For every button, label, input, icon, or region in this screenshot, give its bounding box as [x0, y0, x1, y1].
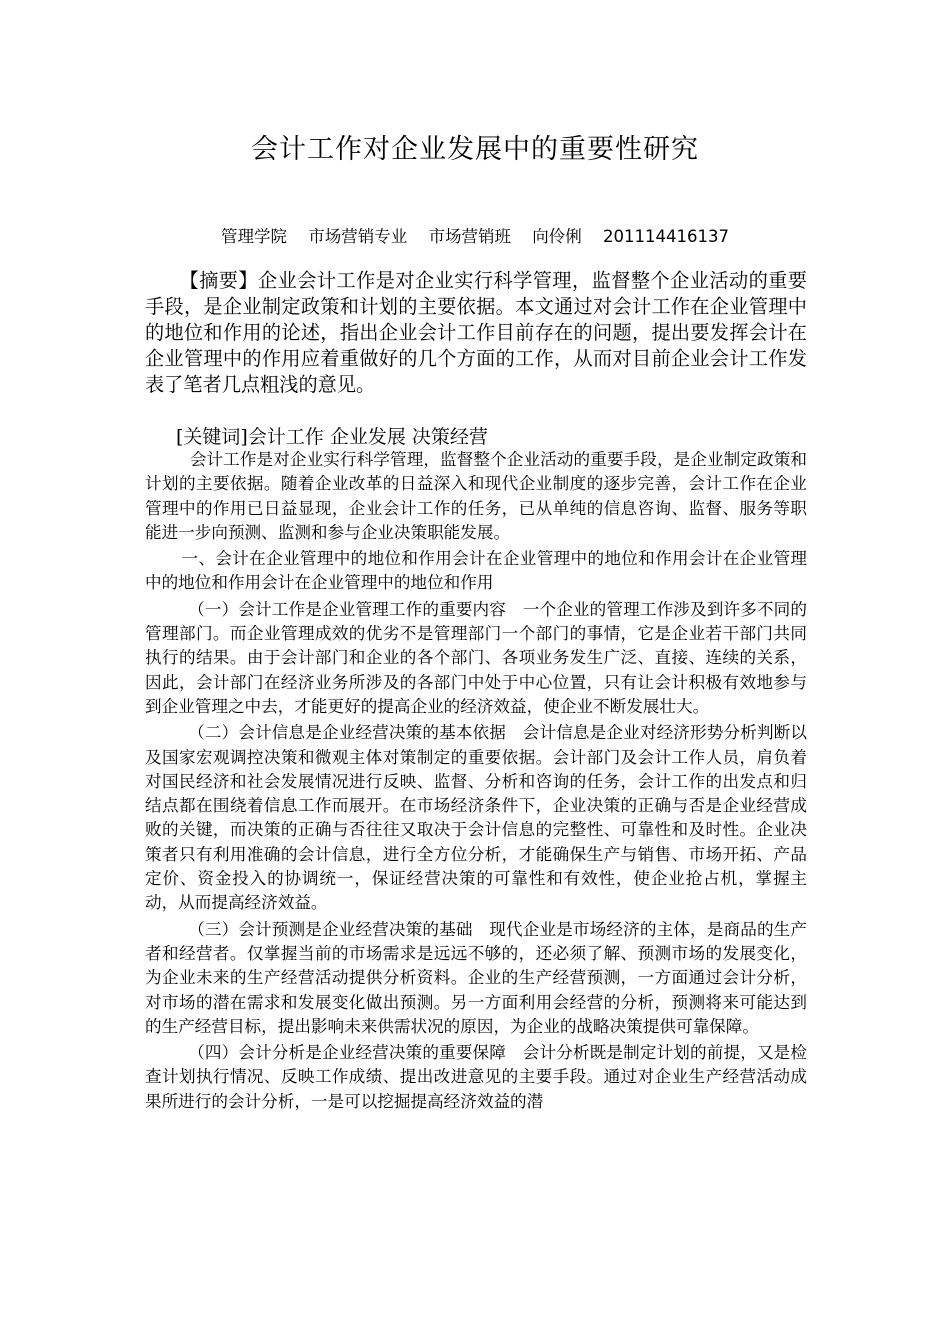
paragraph-item-2: （二）会计信息是企业经营决策的基本依据 会计信息是企业对经济形势分析判断以及国家宏观调控决策和微观主体对策制定的重要依据。会计部门及会计工作人员，肩负着对国民经济和社会发展情况进行反映、监督、分析和咨询的任务，会计工作的出发点和归结点都在围绕着信息工作而展开。在市场经济条件下，企业决策的正确与否是企业经营成败的关键，而决策的正确与否往往又取决于会计信息的完整性、可靠性和及时性。企业决策者只有利用准确的会计信息，进行全方位分析，才能确保生产与销售、市场开拓、产品定价、资金投入的协调统一，保证经营决策的可靠性和有效性，使企业抢占机，掌握主动，从而提高经济效益。: [145, 723, 807, 913]
body-text: [145, 448, 807, 1114]
byline-name: 向伶俐: [532, 227, 582, 246]
author-byline: [0, 224, 950, 250]
paragraph-item-4: （四）会计分析是企业经营决策的重要保障 会计分析既是制定计划的前提，又是检查计划执行情况、反映工作成绩、提出改进意见的主要手段。通过对企业生产经营活动成果所进行的会计分析，一是可以挖掘提高经济效益的潜: [145, 1043, 807, 1111]
section-heading-1: 一、会计在企业管理中的地位和作用会计在企业管理中的地位和作用会计在企业管理中的地位和作用会计在企业管理中的地位和作用: [145, 549, 807, 593]
paragraph-item-3: （三）会计预测是企业经营决策的基础 现代企业是市场经济的主体，是商品的生产者和经营者。仅掌握当前的市场需求是远远不够的，还必须了解、预测市场的发展变化，为企业未来的生产经营活动提供分析资料。企业的生产经营预测，一方面通过会计分析，对市场的潜在需求和发展变化做出预测。另一方面利用会经营的分析，预测将来可能达到的生产经营目标，提出影响未来供需状况的原因，为企业的战略决策提供可靠保障。: [145, 919, 807, 1036]
paragraph-intro: 会计工作是对企业实行科学管理，监督整个企业活动的重要手段，是企业制定政策和计划的主要依据。随着企业改革的日益深入和现代企业制度的逐步完善，会计工作在企业管理中的作用已日益显现，企业会计工作的任务，已从单纯的信息咨询、监督、服务等职能进一步向预测、监测和参与企业决策职能发展。: [145, 450, 807, 542]
paragraph-item-1: （一）会计工作是企业管理工作的重要内容 一个企业的管理工作涉及到许多不同的管理部门。而企业管理成效的优劣不是管理部门一个部门的事情，它是企业若干部门共同执行的结果。由于会计部门和企业的各个部门、各项业务发生广泛、直接、连续的关系，因此，会计部门在经济业务所涉及的各部门中处于中心位置，只有让会计积极有效地参与到企业管理之中去，才能更好的提高企业的经济效益，使企业不断发展壮大。: [145, 599, 807, 716]
byline-class: 市场营销班: [428, 227, 511, 246]
byline-school: 管理学院: [221, 227, 287, 246]
keywords: [关键词]会计工作 企业发展 决策经营: [176, 426, 488, 448]
abstract: 【摘要】企业会计工作是对企业实行科学管理，监督整个企业活动的重要手段，是企业制定政策和计划的主要依据。本文通过对会计工作在企业管理中的地位和作用的论述，指出企业会计工作目前存在的问题，提出要发挥会计在企业管理中的作用应着重做好的几个方面的工作，从而对目前企业会计工作发表了笔者几点粗浅的意见。: [145, 269, 807, 396]
page-title: 会计工作对企业发展中的重要性研究: [251, 134, 699, 165]
byline-major: 市场营销专业: [308, 227, 408, 246]
byline-student-id: 201114416137: [603, 227, 729, 246]
